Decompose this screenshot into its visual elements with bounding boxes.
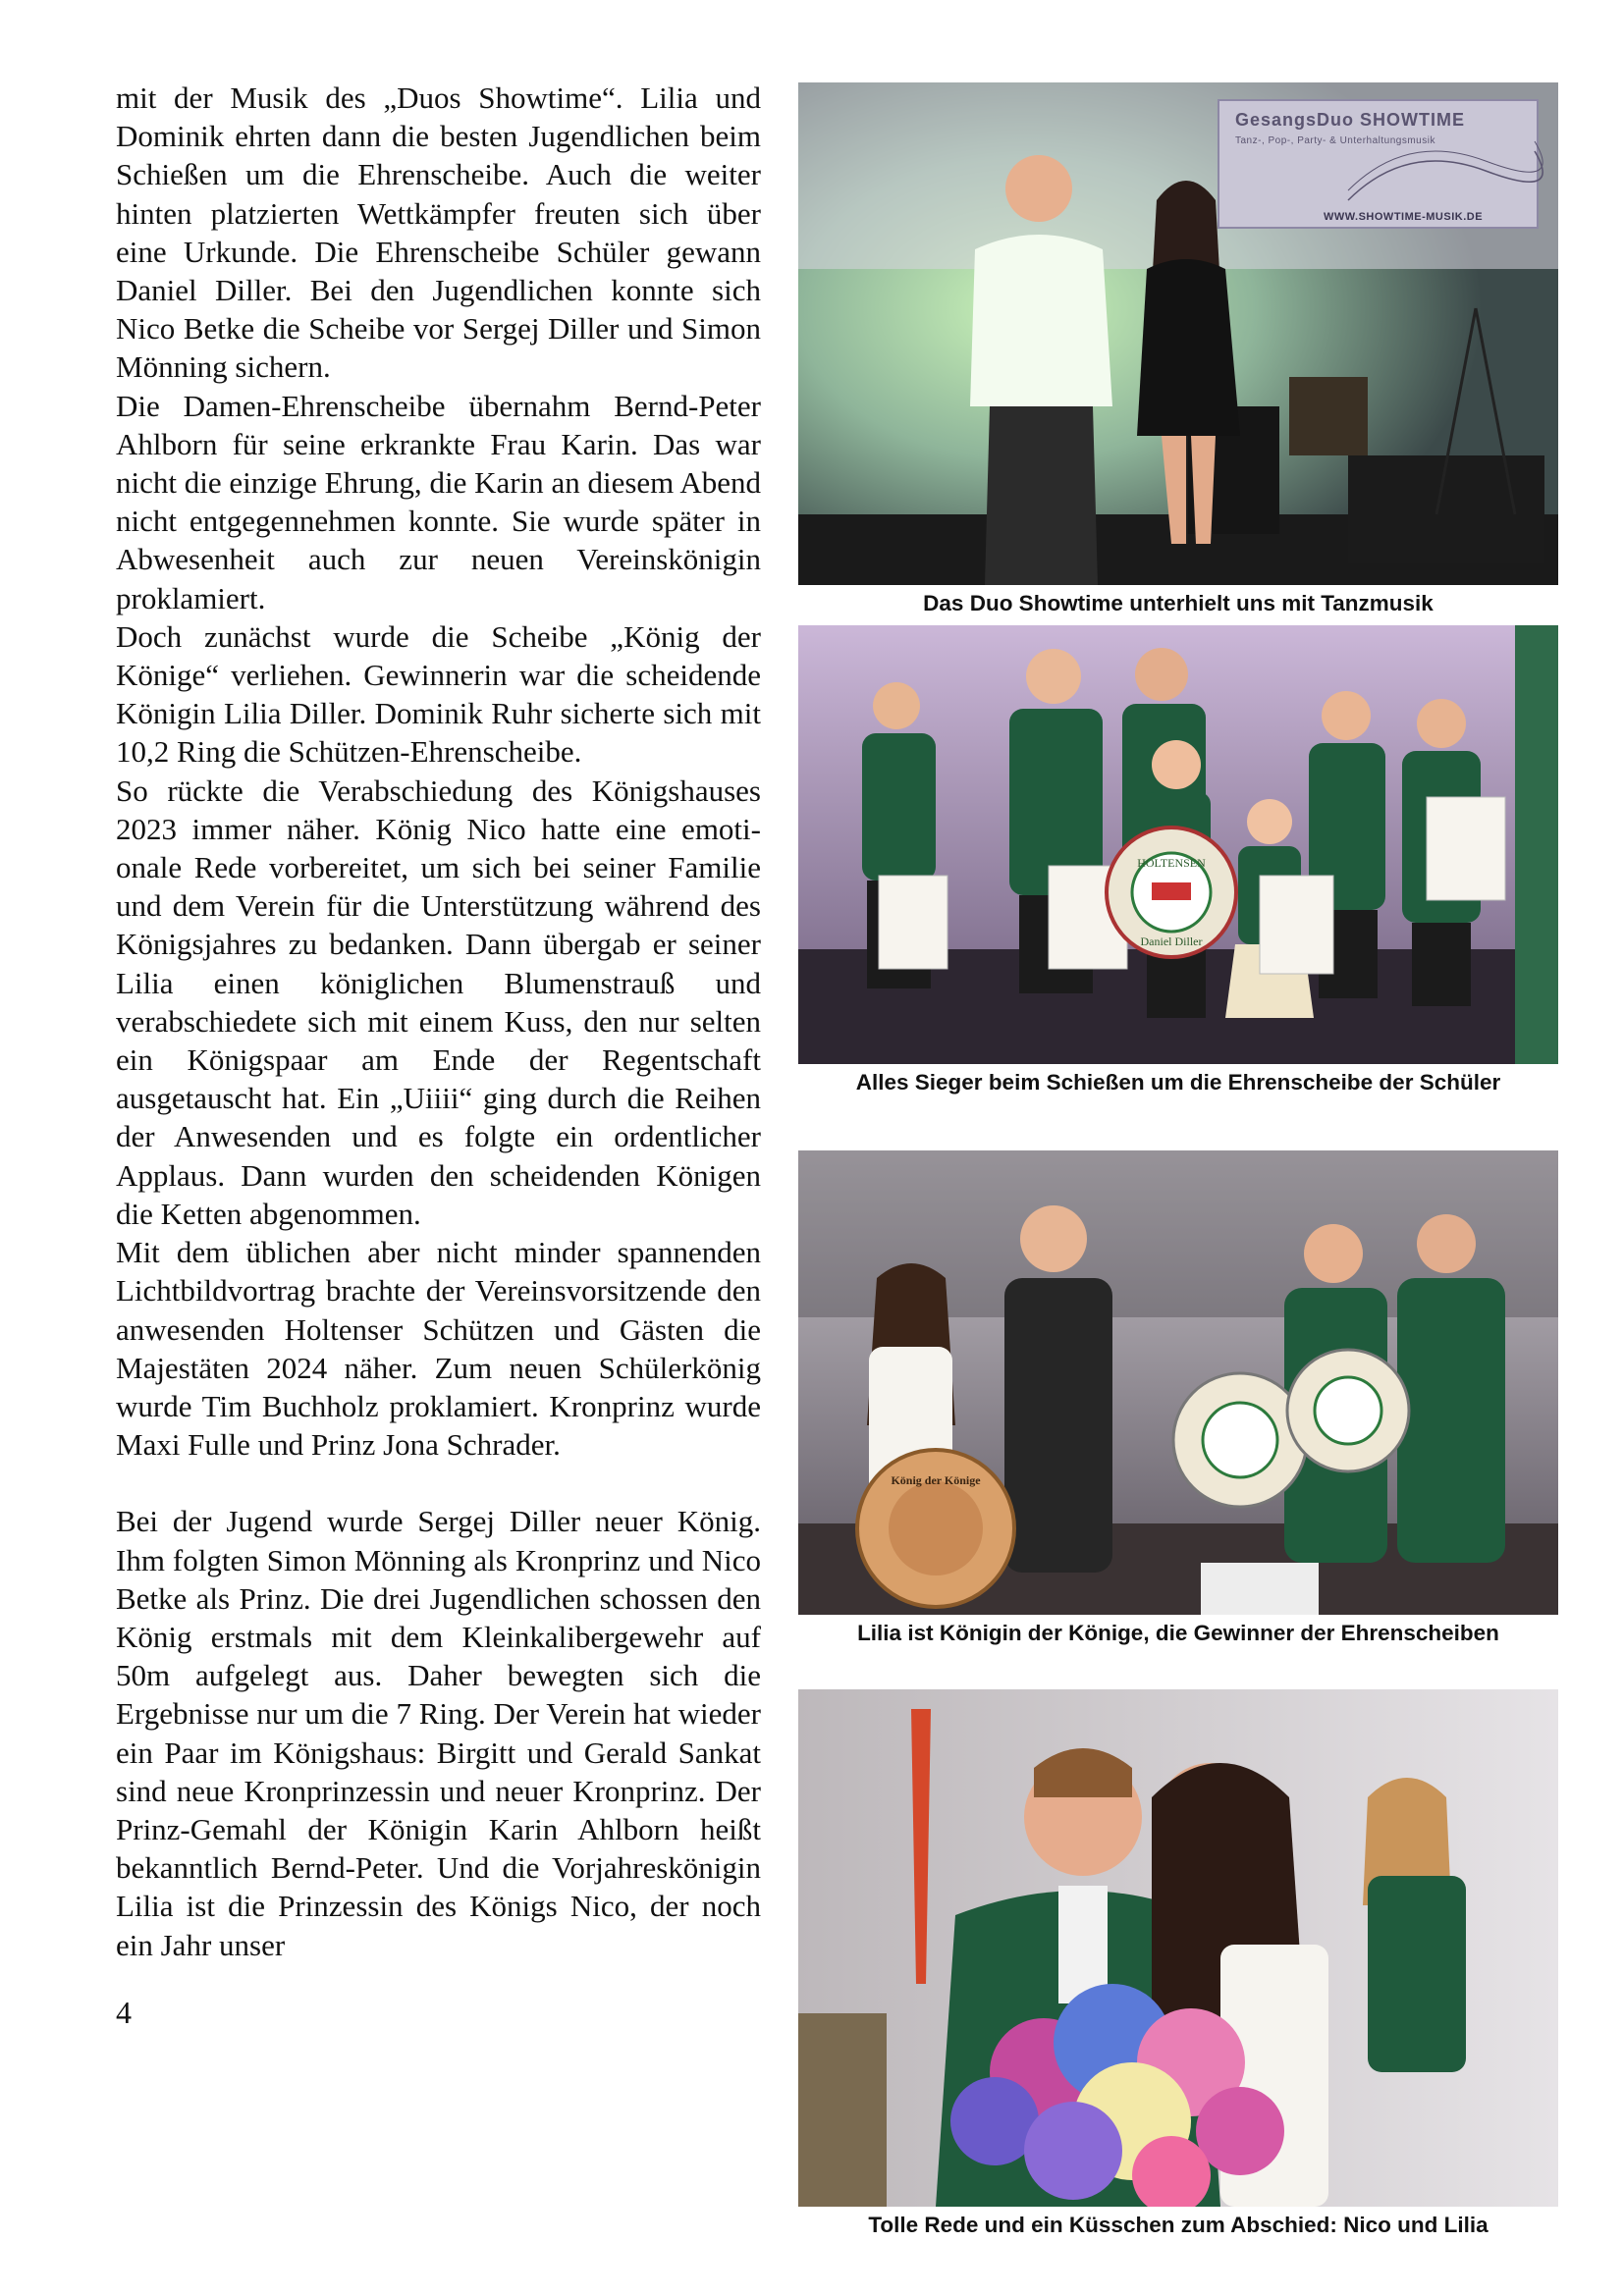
figure-caption: Tolle Rede und ein Küsschen zum Abschied: Nico und Lilia [868,2213,1489,2237]
article-paragraph: Die Damen-Ehrenscheibe übernahm Bernd-Peter Ahlborn für seine erkrankte Frau Karin. Das war nicht die einzige Ehrung, die Karin an diesem Abend nicht entgegennehmen konnte. Sie wurde später in Abwesenheit auch zur neuen Vereinskönigin proklamiert. [116,388,761,615]
banner-subtitle: Tanz-, Pop-, Party- & Unterhaltungsmusik [1235,135,1435,146]
article-paragraph: mit der Musik des „Duos Showtime“. Lilia und Dominik ehrten dann die besten Jugendlichen beim Schießen um die Ehrenscheibe. Auch die weiter hinten platzierten Wettkämpfer freuten sich über eine Urkunde. Die Ehrenscheibe Schüler gewann Daniel Diller. Bei den Jugendlichen konnte sich Nico Betke die Scheibe vor Sergej Diller und Simon Mönning sichern. [116,80,761,385]
photo-duo-showtime [798,82,1558,585]
plate-title: König der Könige [891,1473,981,1487]
figure-caption: Alles Sieger beim Schießen um die Ehrenscheibe der Schüler [855,1070,1501,1095]
photo-nico-lilia-kuss [798,1689,1558,2207]
figure-caption: Lilia ist Königin der Könige, die Gewinner der Ehrenscheiben [857,1621,1499,1645]
figure-duo-showtime [798,82,1558,616]
figure-schueler-ehrenscheibe [798,625,1558,1095]
banner-url: WWW.SHOWTIME-MUSIK.DE [1324,211,1484,223]
article-paragraph: So rückte die Verabschiedung des Königshauses 2023 immer näher. König Nico hatte eine emotionale Rede vorbereitet, um sich bei seiner Familie und dem Verein für die Unterstützung während des Königsjahres zu bedanken. Dann übergab er seiner Lilia einen königlichen Blumenstrauß und verabschiedete sich mit einem Kuss, den nur selten ein Königspaar am Ende der Regentschaft ausgetauscht hat. Ein „Uiiii“ ging durch die Reihen der Anwesenden und es folgte ein ordentlicher Applaus. Dann wurden den scheidenden Königen die Ketten abgenommen. [116,773,761,1231]
article-paragraph: Doch zunächst wurde die Scheibe „König der Könige“ verliehen. Gewinnerin war die scheidende Königin Lilia Diller. Dominik Ruhr sicherte sich mit 10,2 Ring die Schützen-Ehrenscheibe. [116,618,761,770]
photo-schueler-sieger [798,625,1558,1064]
page-number: 4 [116,1995,132,2030]
article-text-column [116,79,761,1964]
figure-caption: Das Duo Showtime unterhielt uns mit Tanzmusik [923,591,1434,615]
article-paragraph: Bei der Jugend wurde Sergej Diller neuer König. Ihm folgten Simon Mönning als Kronprinz und Nico Betke als Prinz. Die drei Jugendlichen schossen den König erstmals mit dem Kleinkalibergewehr auf 50m aufgelegt aus. Daher bewegten sich die Ergebnisse nur um die 7 Ring. Der Verein hat wieder ein Paar im Königshaus: Birgitt und Gerald Sankat sind neue Kronprinzessin und neuer Kronprinz. Der Prinz-Gemahl der Königin Karin Ahlborn heißt bekanntlich Bernd-Peter. Und die Vorjahreskönigin Lilia ist die Prinzessin des Königs Nico, der noch ein Jahr unser [116,1504,761,1962]
banner-title: GesangsDuo SHOWTIME [1235,110,1466,130]
photo-koenigin-ehrenscheiben [798,1150,1558,1615]
figure-koenigin-der-koenige [798,1150,1558,1646]
figure-abschied-kuss [798,1689,1558,2238]
plate-name: Daniel Diller [1140,934,1203,948]
plate-town: HOLTENSEN [1137,856,1206,870]
article-paragraph: Mit dem üblichen aber nicht minder spannenden Lichtbildvortrag brachte der Vereinsvorsitzende den anwesenden Holtenser Schützen und Gästen die Majestäten 2024 näher. Zum neuen Schülerkönig wurde Tim Buchholz proklamiert. Kronprinz wurde Maxi Fulle und Prinz Jona Schrader. [116,1235,761,1463]
